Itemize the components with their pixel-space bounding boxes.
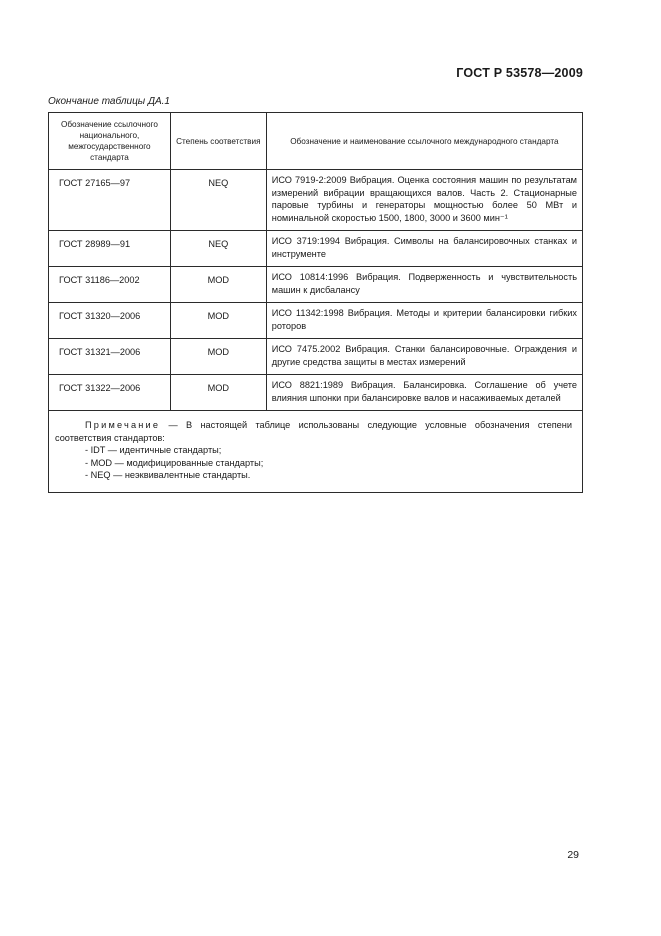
table-row [49,170,583,231]
reference-standards-table [48,112,583,493]
degree-cell: MOD [170,267,266,303]
national-standard-cell: ГОСТ 31320—2006 [49,303,171,339]
table-row [49,267,583,303]
national-standard-cell: ГОСТ 31322—2006 [49,375,171,411]
column-header-degree: Степень соответствия [170,113,266,170]
degree-cell: MOD [170,303,266,339]
table-row [49,375,583,411]
degree-cell: NEQ [170,170,266,231]
national-standard-cell: ГОСТ 27165—97 [49,170,171,231]
table-caption: Окончание таблицы ДА.1 [48,96,170,107]
column-header-international: Обозначение и наименование ссылочного международного стандарта [266,113,582,170]
degree-cell: MOD [170,339,266,375]
table-row [49,339,583,375]
note-item-idt: - IDT — идентичные стандарты; [85,445,222,455]
degree-cell: MOD [170,375,266,411]
table-note [49,411,583,493]
note-paragraph [55,419,572,444]
international-standard-cell: ИСО 3719:1994 Вибрация. Символы на балансировочных станках и инструменте [266,231,582,267]
page-number: 29 [567,849,579,861]
table-row [49,303,583,339]
international-standard-cell: ИСО 8821:1989 Вибрация. Балансировка. Соглашение об учете влияния шпонки при балансировке валов и насаживаемых деталей [266,375,582,411]
column-header-national: Обозначение ссылочного национального, межгосударственного стандарта [49,113,171,170]
note-item-neq: - NEQ — неэквивалентные стандарты. [85,470,251,480]
table-note-row [49,411,583,493]
international-standard-cell: ИСО 7475.2002 Вибрация. Станки балансировочные. Ограждения и другие средства защиты в местах измерений [266,339,582,375]
table-header-row [49,113,583,170]
international-standard-cell: ИСО 11342:1998 Вибрация. Методы и критерии балансировки гибких роторов [266,303,582,339]
table-row [49,231,583,267]
national-standard-cell: ГОСТ 28989—91 [49,231,171,267]
note-label: Примечание [85,420,161,430]
international-standard-cell: ИСО 10814:1996 Вибрация. Подверженность и чувствительность машин к дисбалансу [266,267,582,303]
international-standard-cell: ИСО 7919-2:2009 Вибрация. Оценка состояния машин по результатам измерений вибрации вращающихся валов. Часть 2. Стационарные паровые турбины и генераторы мощностью более 50 МВт и номинальной скоростью 1500, 1800, 3000 и 3600 мин⁻¹ [266,170,582,231]
note-text: — В настоящей таблице использованы следующие условные обозначения степени соответствия стандартов: [55,420,572,443]
national-standard-cell: ГОСТ 31321—2006 [49,339,171,375]
note-item-mod: - MOD — модифицированные стандарты; [85,457,264,468]
national-standard-cell: ГОСТ 31186—2002 [49,267,171,303]
document-code: ГОСТ Р 53578—2009 [456,66,583,80]
degree-cell: NEQ [170,231,266,267]
